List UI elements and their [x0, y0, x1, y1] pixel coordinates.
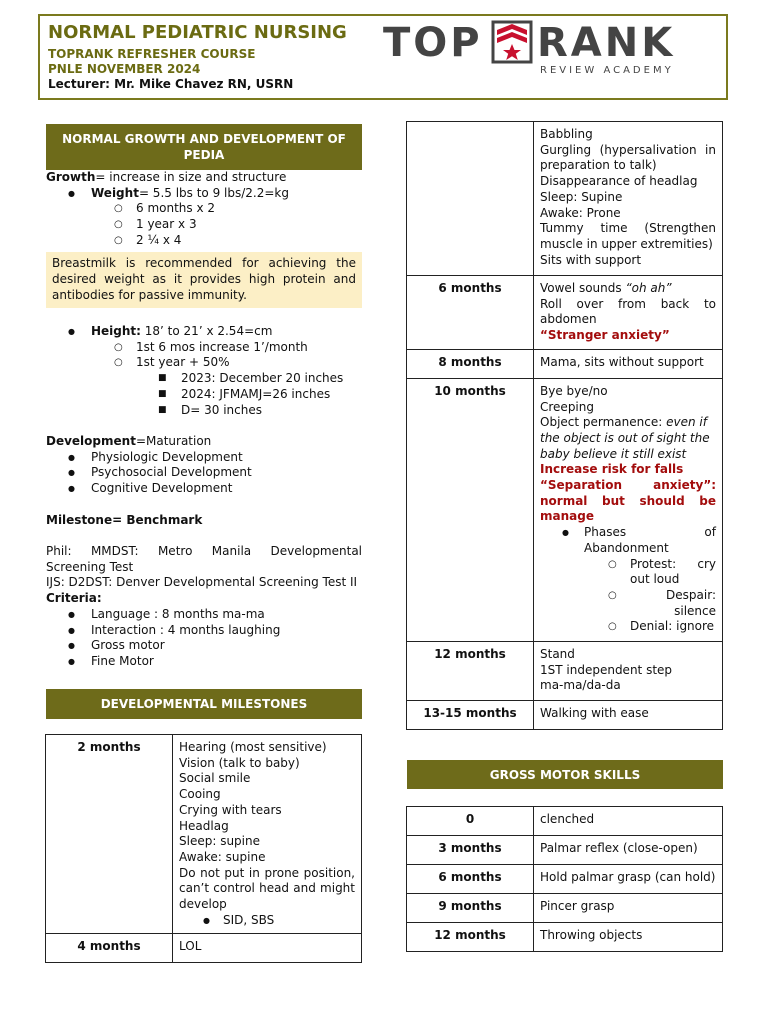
milestone-line: Creeping: [540, 399, 594, 414]
milestone-line: Sits with support: [540, 252, 642, 267]
ijs-screening: IJS: D2DST: Denver Developmental Screening Test II: [46, 575, 358, 590]
exam-name: PNLE NOVEMBER 2024: [48, 62, 201, 76]
table-row: [407, 122, 723, 276]
skill-cell: Throwing objects: [534, 923, 723, 952]
milestone-cell: Walking with ease: [534, 700, 723, 729]
criteria-item: ● Fine Motor: [46, 654, 362, 670]
milestone-line: Awake: supine: [179, 849, 266, 864]
table-row: [407, 349, 723, 378]
logo-top-text: TOP: [383, 20, 483, 66]
milestone-bullet: ● SID, SBS: [203, 912, 275, 927]
age-cell: 12 months: [407, 641, 534, 700]
table-row: [46, 934, 362, 963]
milestone-cell: [534, 378, 723, 641]
height-item: ○ 1st year + 50%: [46, 355, 366, 371]
table-row: [407, 700, 723, 729]
age-cell: 9 months: [407, 894, 534, 923]
milestone-line: Vision (talk to baby): [179, 755, 300, 770]
milestone-cell: Mama, sits without support: [534, 349, 723, 378]
milestone-line: Awake: Prone: [540, 205, 621, 220]
breastmilk-note: Breastmilk is recommended for achieving the desired weight as it provides high protein and antibodies for passive immunity.: [46, 252, 362, 308]
development-section: [46, 434, 366, 497]
fall-risk-highlight: Increase risk for falls: [540, 462, 684, 477]
milestones-table-right: [406, 121, 723, 730]
growth-label: Growth: [46, 170, 96, 184]
table-row: [407, 276, 723, 350]
height-definition: 18’ to 21’ x 2.54=cm: [140, 324, 273, 338]
weight-definition: = 5.5 lbs to 9 lbs/2.2=kg: [138, 185, 289, 200]
phase-item: ○ Protest: cry out loud: [608, 556, 716, 587]
criteria-label: Criteria:: [46, 591, 102, 606]
table-row: [407, 836, 723, 865]
chevron-star-badge-icon: [491, 20, 533, 64]
development-item: ● Psychosocial Development: [46, 465, 366, 481]
age-cell: 10 months: [407, 378, 534, 641]
milestone-bullet-text: SID, SBS: [223, 912, 275, 927]
stranger-anxiety-highlight: “Stranger anxiety”: [540, 328, 670, 343]
milestone-text: Vowel sounds: [540, 281, 626, 295]
milestone-cell: LOL: [173, 934, 362, 963]
logo-rank-text: RANK: [537, 20, 676, 66]
milestone-label: [46, 513, 366, 529]
phase-item: ○ Denial: ignore: [608, 619, 715, 634]
table-row: [46, 735, 362, 934]
growth-definition: = increase in size and structure: [95, 170, 287, 184]
age-cell: 6 months: [407, 865, 534, 894]
height-subitem: ■ 2024: JFMAMJ=26 inches: [46, 387, 366, 403]
growth-section: [46, 170, 366, 249]
phase-text: Denial: ignore: [630, 619, 715, 634]
age-cell: 3 months: [407, 836, 534, 865]
table-row: [407, 807, 723, 836]
development-definition: =Maturation: [135, 434, 212, 448]
milestone-line: ma-ma/da-da: [540, 678, 621, 693]
age-cell: 8 months: [407, 349, 534, 378]
height-section: [46, 324, 366, 418]
age-cell: 0: [407, 807, 534, 836]
milestone-line: Babbling: [540, 127, 593, 141]
phases-bullet: ● Phases of Abandonment: [562, 525, 716, 555]
milestone-cell: [173, 735, 362, 934]
milestone-line: Social smile: [179, 771, 251, 786]
toprank-logo: [383, 20, 683, 80]
growth-development-band: NORMAL GROWTH AND DEVELOPMENT OF PEDIA: [46, 124, 362, 170]
phil-screening: Phil: MMDST: Metro Manila Developmental Screening Test: [46, 544, 362, 574]
screening-section: [46, 544, 362, 670]
document-title: NORMAL PEDIATRIC NURSING: [48, 22, 347, 43]
height-label: Height:: [91, 324, 141, 338]
milestone-line: Hearing (most sensitive): [179, 740, 327, 754]
criteria-item: ● Language : 8 months ma-ma: [46, 607, 362, 623]
milestone-line: Stand: [540, 646, 575, 661]
milestone-text: Object permanence:: [540, 415, 667, 430]
age-cell: 6 months: [407, 276, 534, 350]
weight-item: ○ 2 ¼ x 4: [46, 233, 366, 249]
milestone-cell: [534, 641, 723, 700]
skill-cell: Hold palmar grasp (can hold): [534, 865, 723, 894]
weight-item: ○ 1 year x 3: [46, 217, 366, 233]
milestone-line: Headlag: [179, 818, 229, 833]
phase-text: Protest: cry out loud: [630, 556, 716, 587]
milestones-table-left: [45, 734, 362, 963]
milestone-paragraph: Do not put in prone position, can’t control head and might develop: [179, 865, 355, 912]
table-row: [407, 894, 723, 923]
skill-cell: Palmar reflex (close-open): [534, 836, 723, 865]
criteria-item: ● Interaction : 4 months laughing: [46, 623, 362, 639]
gross-motor-table: [406, 806, 723, 952]
milestone-line: Bye bye/no: [540, 383, 608, 398]
phases-text: Phases of Abandonment: [584, 525, 716, 555]
milestone-italic: “oh ah”: [625, 281, 672, 295]
milestone-cell: [534, 122, 723, 276]
developmental-milestones-band: DEVELOPMENTAL MILESTONES: [46, 689, 362, 719]
skill-cell: clenched: [534, 807, 723, 836]
logo-subtitle: REVIEW ACADEMY: [540, 65, 674, 76]
criteria-item: ● Gross motor: [46, 638, 362, 654]
table-row: [407, 923, 723, 952]
milestone-italic: even if the object is out of sight the baby believe it still exist: [540, 415, 710, 461]
course-name: TOPRANK REFRESHER COURSE: [48, 47, 256, 61]
age-cell: 13-15 months: [407, 700, 534, 729]
milestone-line: Crying with tears: [179, 802, 282, 817]
table-row: [407, 865, 723, 894]
milestone-line: Cooing: [179, 787, 221, 802]
milestone-line: Sleep: supine: [179, 834, 260, 849]
weight-item: ○ 6 months x 2: [46, 201, 366, 217]
table-row: [407, 641, 723, 700]
height-subitem: ■ D= 30 inches: [46, 403, 366, 419]
age-cell: 12 months: [407, 923, 534, 952]
phase-item: ○ Despair: silence: [608, 587, 716, 618]
milestone-line: Disappearance of headlag: [540, 174, 698, 189]
age-cell: [407, 122, 534, 276]
milestone-paragraph: Gurgling (hypersalivation in preparation to talk): [540, 142, 716, 173]
height-item: ○ 1st 6 mos increase 1’/month: [46, 340, 366, 356]
table-row: [407, 378, 723, 641]
gross-motor-band: GROSS MOTOR SKILLS: [407, 760, 723, 789]
age-cell: 2 months: [46, 735, 173, 934]
milestone-cell: [534, 276, 723, 350]
milestone-line: Sleep: Supine: [540, 189, 623, 204]
milestone-line: 1ST independent step: [540, 662, 673, 677]
phase-text: Despair: silence: [666, 587, 716, 618]
milestone-label-text: Milestone= Benchmark: [46, 513, 203, 527]
height-subitem: ■ 2023: December 20 inches: [46, 371, 366, 387]
milestone-paragraph: Roll over from back to abdomen: [540, 296, 716, 327]
development-label: Development: [46, 434, 136, 448]
separation-anxiety-highlight: “Separation anxiety”: normal but should be manage: [540, 478, 716, 524]
development-item: ● Physiologic Development: [46, 450, 366, 466]
lecturer: Lecturer: Mr. Mike Chavez RN, USRN: [48, 77, 294, 91]
development-item: ● Cognitive Development: [46, 481, 366, 497]
milestone-paragraph: Tummy time (Strengthen muscle in upper extremities): [540, 221, 716, 251]
age-cell: 4 months: [46, 934, 173, 963]
weight-label: Weight: [91, 185, 139, 200]
skill-cell: Pincer grasp: [534, 894, 723, 923]
